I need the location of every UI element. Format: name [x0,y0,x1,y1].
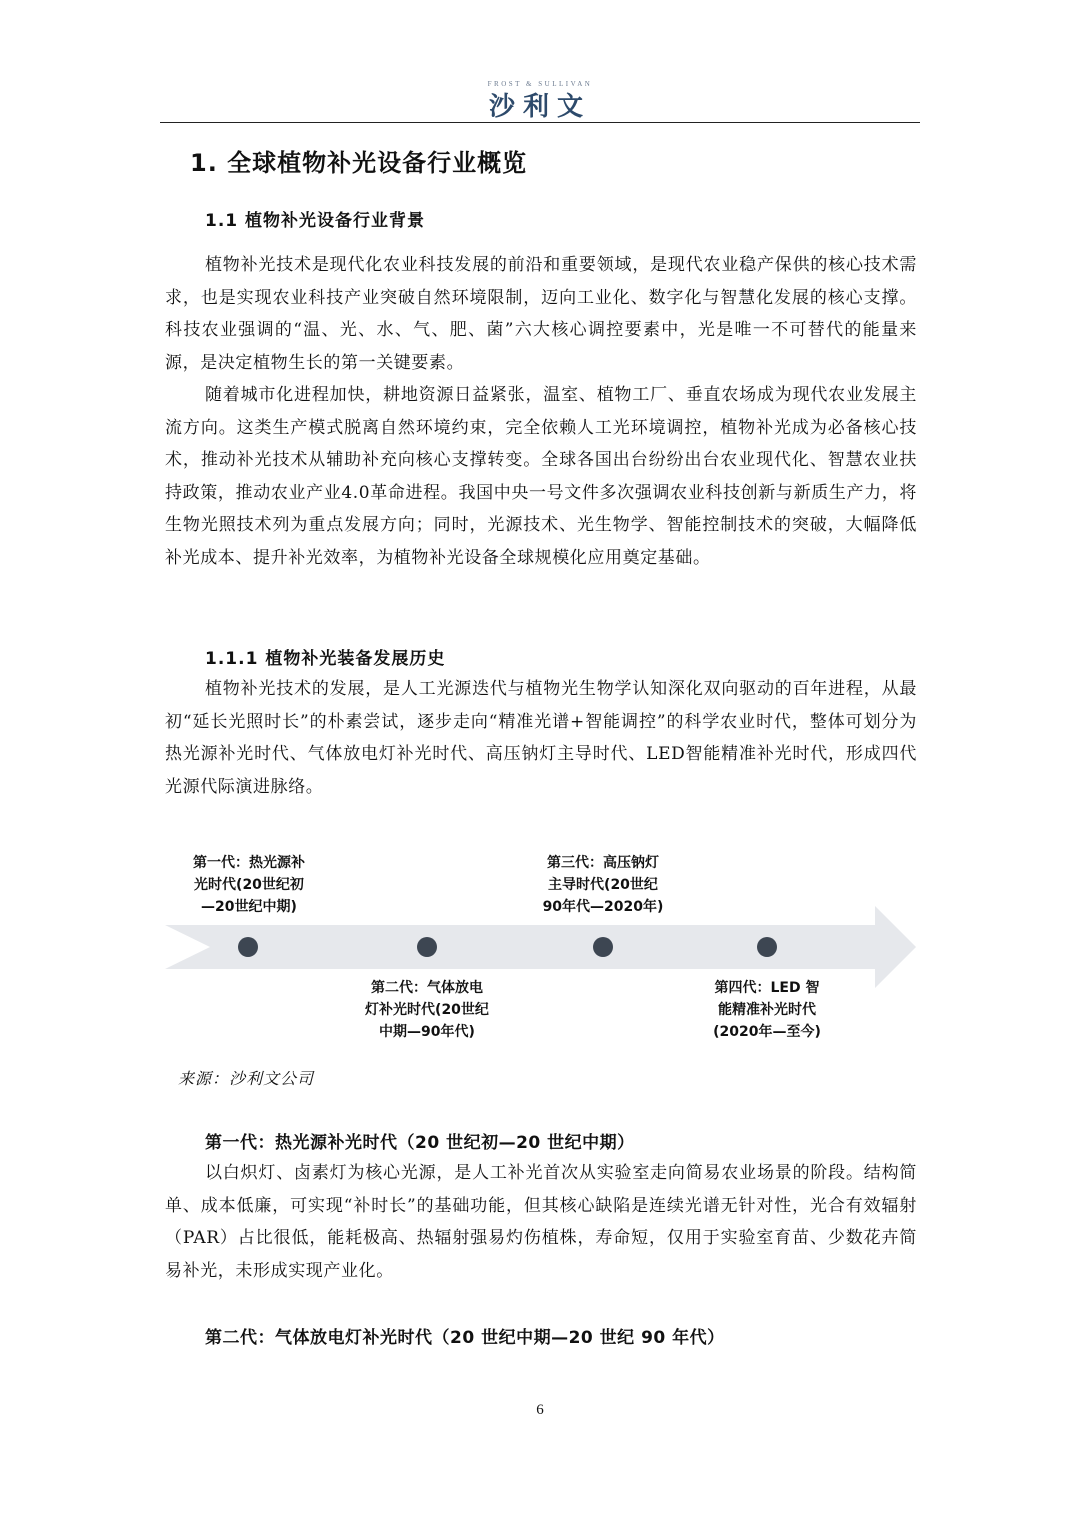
timeline-label-line: 第四代：LED 智 [714,980,820,996]
timeline-label-line: 光时代(20世纪初 [194,877,304,893]
timeline-dot-3 [593,937,613,957]
page-number: 6 [536,1402,544,1418]
first-generation-title: 第一代：热光源补光时代（20 世纪初—20 世纪中期） [205,1133,635,1153]
timeline-label-line: (2020年—至今) [713,1024,821,1040]
timeline-label-line: 第一代：热光源补 [193,855,305,871]
timeline-label-gen1 [160,852,338,918]
timeline-label-line: 第二代：气体放电 [371,980,483,996]
timeline-dot-1 [238,937,258,957]
timeline-label-line: 中期—90年代) [379,1024,475,1040]
second-generation-title: 第二代：气体放电灯补光时代（20 世纪中期—20 世纪 90 年代） [205,1328,725,1348]
timeline-label-gen4 [678,977,856,1043]
timeline-label-line: —20世纪中期) [201,899,297,915]
figure-source: 来源：沙利文公司 [178,1069,315,1088]
header-divider [160,122,920,123]
timeline-dot-2 [417,937,437,957]
logo-chinese: 沙利文 [488,92,591,122]
timeline-label-gen2 [338,977,516,1043]
paragraph-history: 植物补光技术的发展，是人工光源迭代与植物光生物学认知深化双向驱动的百年进程，从最初“延长光照时长”的朴素尝试，逐步走向“精准光谱+智能调控”的科学农业时代，整体可划分为热光源补光时代、气体放电灯补光时代、高压钠灯主导时代、LED智能精准补光时代，形成四代光源代际演进脉络。 [165,679,917,797]
timeline-label-line: 能精准补光时代 [718,1002,816,1018]
history-title: 1.1.1 植物补光装备发展历史 [205,649,446,669]
paragraph-background-2: 随着城市化进程加快，耕地资源日益紧张，温室、植物工厂、垂直农场成为现代农业发展主流方向。这类生产模式脱离自然环境约束，完全依赖人工光环境调控，植物补光成为必备核心技术，推动补光技术从辅助补充向核心支撑转变。全球各国出台纷纷出台农业现代化、智慧农业扶持政策，推动农业产业4.0革命进程。我国中央一号文件多次强调农业科技创新与新质生产力，将生物光照技术列为重点发展方向；同时，光源技术、光生物学、智能控制技术的突破，大幅降低补光成本、提升补光效率，为植物补光设备全球规模化应用奠定基础。 [165,385,917,568]
timeline-arrow [165,906,916,988]
paragraph-first-generation: 以白炽灯、卤素灯为核心光源，是人工补光首次从实验室走向简易农业场景的阶段。结构简单、成本低廉，可实现“补时长”的基础功能，但其核心缺陷是连续光谱无针对性，光合有效辐射（PAR）占比很低，能耗极高、热辐射强易灼伤植株，寿命短，仅用于实验室育苗、少数花卉简易补光，未形成实现产业化。 [165,1163,917,1281]
timeline-dot-4 [757,937,777,957]
timeline-label-line: 90年代—2020年) [542,899,664,915]
section-title: 1. 全球植物补光设备行业概览 [190,149,528,177]
timeline-diagram [160,840,920,1050]
subsection-title: 1.1 植物补光设备行业背景 [205,211,426,231]
timeline-label-gen3 [514,852,692,918]
timeline-label-line: 灯补光时代(20世纪 [365,1002,489,1018]
timeline-label-line: 主导时代(20世纪 [548,877,658,893]
paragraph-background-1: 植物补光技术是现代化农业科技发展的前沿和重要领域，是现代农业稳产保供的核心技术需求，也是实现农业科技产业突破自然环境限制，迈向工业化、数字化与智慧化发展的核心支撑。科技农业强调的“温、光、水、气、肥、菌”六大核心调控要素中，光是唯一不可替代的能量来源，是决定植物生长的第一关键要素。 [165,255,917,373]
timeline-label-line: 第三代：高压钠灯 [547,855,659,871]
logo-english: FROST & SULLIVAN [487,80,593,88]
